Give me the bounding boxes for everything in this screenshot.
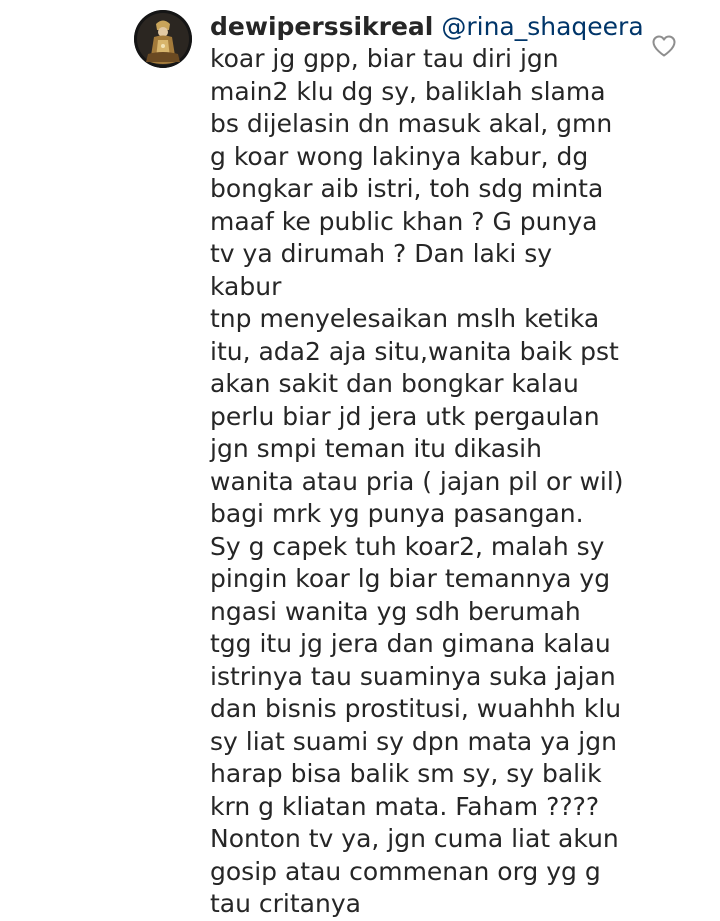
username-link[interactable]: dewiperssikreal [210,12,434,41]
comment-text: koar jg gpp, biar tau diri jgn main2 klu dg sy, baliklah slama bs dijelasin dn masuk akal, gmn g koar wong lakinya kabur, dg bongkar aib istri, toh sdg minta maaf ke public khan ? G punya tv ya dirumah ? Dan laki sy kabur tnp menyelesaikan mslh ketika itu, ada2 aja situ,wanita baik pst akan sakit dan bongkar kalau perlu biar jd jera utk pergaulan jgn smpi teman itu dikasih wanita atau pria ( jajan pil or wil) bagi mrk yg punya pasangan. Sy g capek tuh koar2, malah sy pingin koar lg biar temannya yg ngasi wanita yg sdh berumah tgg itu jg jera dan gimana kalau istrinya tau suaminya suka jajan dan bisnis prostitusi, wuahhh klu sy liat suami sy dpn mata ya jgn harap bisa balik sm sy, sy balik krn g kliatan mata. Faham ???? Nonton tv ya, jgn cuma liat akun gosip atau commenan org yg g tau critanya [210,44,624,918]
avatar[interactable] [134,10,192,68]
like-button[interactable] [651,34,677,58]
heart-outline-icon [651,34,677,58]
mention-link[interactable]: @rina_shaqeera [441,12,644,41]
comment-body [210,10,644,921]
comment-header [210,10,644,43]
profile-avatar-image [134,10,192,68]
